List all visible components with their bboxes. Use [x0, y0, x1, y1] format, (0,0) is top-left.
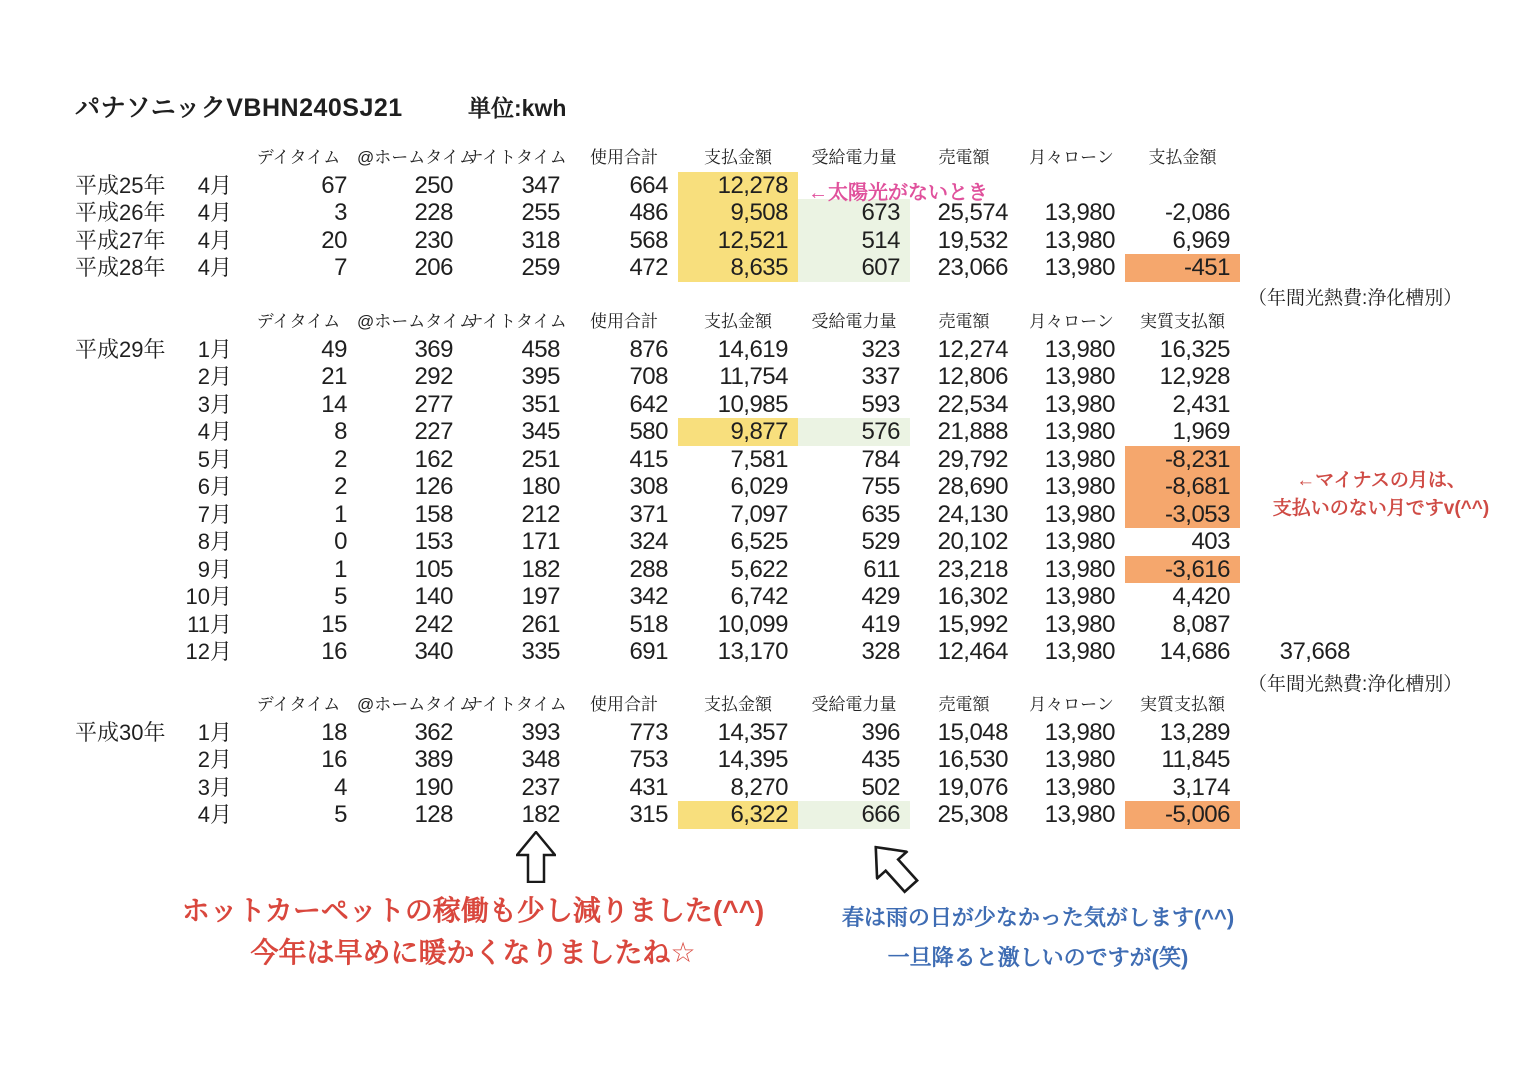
- table-cell: 227: [414, 418, 453, 445]
- table-cell: 337: [861, 363, 900, 390]
- row-year-label: 平成30年: [75, 719, 166, 745]
- table-cell: 347: [521, 171, 560, 199]
- table-cell: 6,029: [730, 473, 788, 500]
- table-cell: 13,289: [1159, 718, 1230, 746]
- table-cell: 1,969: [1172, 418, 1230, 445]
- table-cell: 126: [414, 473, 453, 500]
- row-month-label: 2月: [197, 747, 232, 772]
- table-cell: 292: [414, 363, 453, 390]
- row-month-label: 7月: [197, 501, 232, 527]
- column-header: 受給電力量: [811, 694, 897, 714]
- row-month-label: 3月: [197, 391, 232, 417]
- table-cell: 486: [629, 199, 668, 226]
- column-header: 支払金額: [704, 147, 772, 167]
- table-cell: 784: [861, 445, 900, 473]
- table-cell: 345: [521, 418, 560, 445]
- column-header: デイタイム: [256, 147, 341, 167]
- table-cell: 171: [521, 528, 560, 555]
- no-solar-annotation: ←太陽光がないとき: [808, 182, 988, 204]
- table-cell: 153: [414, 528, 453, 555]
- spring-rain-comment-line2: 一旦降ると激しいのですが(笑): [887, 945, 1189, 970]
- spring-rain-comment-line1: 春は雨の日が少なかった気がします(^^): [841, 905, 1235, 930]
- column-header: ナイトタイム: [466, 147, 567, 167]
- table-cell: 708: [629, 363, 668, 390]
- table-cell: 13,980: [1044, 445, 1115, 473]
- minus-months-note-line2: 支払いのない月ですv(^^): [1272, 498, 1490, 519]
- table-cell: 13,980: [1044, 363, 1115, 390]
- table-cell: 419: [861, 610, 900, 638]
- table-cell: 16: [321, 638, 347, 665]
- column-header: 売電額: [938, 147, 990, 167]
- table-cell: 435: [861, 746, 900, 773]
- row-month-label: 12月: [185, 639, 232, 664]
- table-cell: 14,686: [1159, 638, 1230, 665]
- table-cell: -8,231: [1125, 446, 1240, 474]
- table-cell: 14,357: [717, 718, 788, 746]
- row-month-label: 11月: [187, 611, 232, 637]
- column-header: 支払金額: [704, 694, 772, 714]
- hot-carpet-comment-line2: 今年は早めに暖かくなりましたね☆: [250, 937, 696, 968]
- table-cell: 182: [521, 801, 560, 828]
- table-cell: 14,395: [717, 746, 788, 773]
- column-header: @ホームタイム: [357, 311, 476, 331]
- spring-rain-comment: [820, 898, 1256, 978]
- footnote-annual-utility-2: （年間光熱費:浄化槽別）: [1248, 674, 1463, 695]
- table-cell: 8: [334, 418, 347, 445]
- table-cell: 49: [321, 335, 347, 363]
- table-cell: 403: [1191, 528, 1230, 555]
- table-cell: 25,308: [937, 801, 1008, 828]
- table-cell: 12,464: [937, 638, 1008, 665]
- table-cell: 315: [629, 801, 668, 828]
- row-month-label: 8月: [197, 529, 232, 554]
- table-cell: 10,985: [717, 390, 788, 418]
- table-cell: 128: [414, 801, 453, 828]
- column-header: 月々ローン: [1029, 147, 1114, 167]
- row-year-label: [75, 801, 185, 829]
- table-cell: 277: [414, 390, 453, 418]
- table-cell: 2: [334, 445, 347, 473]
- row-month-label: 4月: [197, 172, 232, 198]
- table-cell: 6,742: [730, 583, 788, 610]
- table-cell: -5,006: [1125, 801, 1240, 829]
- table-cell: 396: [861, 718, 900, 746]
- table-cell: 753: [629, 746, 668, 773]
- row-month-label: 1月: [197, 719, 232, 745]
- table-cell: 13,980: [1044, 583, 1115, 610]
- table-cell: 14,619: [717, 335, 788, 363]
- row-year-label: 平成29年: [75, 336, 166, 362]
- table-cell: 666: [798, 801, 910, 829]
- cell-annual-total: [1240, 391, 1360, 419]
- up-arrow-icon: [516, 831, 556, 888]
- column-header: 売電額: [938, 694, 990, 714]
- table-cell: 140: [414, 583, 453, 610]
- table-cell: 24,130: [937, 500, 1008, 528]
- table-cell: 197: [521, 583, 560, 610]
- table-cell: 242: [414, 610, 453, 638]
- table-cell: 773: [629, 718, 668, 746]
- row-year-label: [75, 418, 185, 446]
- table-cell: 16,530: [937, 746, 1008, 773]
- table-cell: 288: [629, 555, 668, 583]
- table-cell: 342: [629, 583, 668, 610]
- table-cell: 255: [521, 199, 560, 226]
- table-heisei29: [75, 308, 1360, 666]
- table-cell: 158: [414, 500, 453, 528]
- table-cell: 395: [521, 363, 560, 390]
- table-cell: 9,508: [678, 199, 798, 227]
- hot-carpet-comment-line1: ホットカーペットの稼働も少し減りました(^^): [181, 895, 765, 926]
- table-cell: 4: [334, 773, 347, 801]
- table-cell: 393: [521, 718, 560, 746]
- column-header: ナイトタイム: [466, 311, 567, 331]
- table-cell: -3,053: [1125, 501, 1240, 529]
- table-cell: 259: [521, 254, 560, 281]
- cell-annual-total: [1240, 746, 1360, 774]
- table-cell: 20: [321, 226, 347, 254]
- table-cell: 25,574: [937, 199, 1008, 226]
- table-cell: 29,792: [937, 445, 1008, 473]
- table-cell: 16,325: [1159, 335, 1230, 363]
- table-cell: 5,622: [730, 555, 788, 583]
- table-cell: [1125, 172, 1240, 200]
- cell-annual-total: [1240, 172, 1360, 200]
- table-cell: 11,754: [719, 363, 788, 390]
- table-cell: 755: [861, 473, 900, 500]
- cell-annual-total: 37,668: [1279, 638, 1350, 665]
- table-cell: 13,980: [1044, 473, 1115, 500]
- table-cell: 182: [521, 555, 560, 583]
- table-cell: 20,102: [937, 528, 1008, 555]
- table-cell: [1018, 172, 1125, 200]
- table-cell: 206: [414, 254, 453, 281]
- column-header: 受給電力量: [811, 311, 897, 331]
- table-cell: 2: [334, 473, 347, 500]
- table-cell: 21: [321, 363, 347, 390]
- table-cell: 611: [863, 555, 900, 583]
- table-cell: 7,097: [730, 500, 788, 528]
- column-header: @ホームタイム: [357, 147, 476, 167]
- row-month-label: 9月: [197, 556, 232, 582]
- table-cell: 9,877: [678, 418, 798, 446]
- table-cell: -2,086: [1164, 199, 1230, 226]
- table-cell: 13,980: [1044, 638, 1115, 665]
- minus-months-note-line1: ←マイナスの月は、: [1296, 470, 1466, 491]
- table-cell: 1: [334, 555, 347, 583]
- table-cell: 8,635: [678, 254, 798, 282]
- table-cell: 13,980: [1044, 610, 1115, 638]
- table-cell: 335: [521, 638, 560, 665]
- cell-annual-total: [1240, 719, 1360, 747]
- row-year-label: 平成27年: [75, 227, 166, 253]
- table-cell: 6,525: [730, 528, 788, 555]
- column-header: 実質支払額: [1140, 311, 1225, 331]
- table-cell: 664: [629, 171, 668, 199]
- table-cell: 371: [629, 500, 668, 528]
- table-cell: 16,302: [937, 583, 1008, 610]
- table-cell: 324: [629, 528, 668, 555]
- row-year-label: [75, 363, 185, 391]
- row-month-label: 3月: [197, 774, 232, 800]
- table-cell: 328: [861, 638, 900, 665]
- column-header: 実質支払額: [1140, 694, 1225, 714]
- footnote-annual-utility-1: （年間光熱費:浄化槽別）: [1248, 288, 1463, 309]
- column-header: 受給電力量: [811, 147, 897, 167]
- table-cell: 635: [861, 500, 900, 528]
- table-cell: 8,270: [730, 773, 788, 801]
- table-cell: 23,066: [937, 254, 1008, 281]
- row-year-label: 平成28年: [75, 255, 166, 280]
- row-month-label: 4月: [197, 227, 232, 253]
- table-cell: 13,980: [1044, 254, 1115, 281]
- table-cell: 11,845: [1161, 746, 1230, 773]
- table-cell: 529: [861, 528, 900, 555]
- table-heisei25-28: [75, 144, 1360, 282]
- table-cell: 212: [521, 500, 560, 528]
- table-cell: 261: [521, 610, 560, 638]
- row-year-label: [75, 556, 185, 584]
- cell-annual-total: [1240, 583, 1360, 611]
- column-header: 使用合計: [590, 694, 658, 714]
- table-cell: 431: [629, 773, 668, 801]
- table-cell: -8,681: [1125, 473, 1240, 501]
- table-cell: 323: [861, 335, 900, 363]
- table-cell: 5: [334, 583, 347, 610]
- row-year-label: [75, 391, 185, 419]
- cell-annual-total: [1240, 199, 1360, 227]
- cell-annual-total: [1240, 801, 1360, 829]
- table-cell: 362: [414, 718, 453, 746]
- table-cell: 580: [629, 418, 668, 445]
- table-cell: 348: [521, 746, 560, 773]
- table-cell: 0: [334, 528, 347, 555]
- table-cell: 10,099: [717, 610, 788, 638]
- cell-annual-total: [1240, 528, 1360, 556]
- table-cell: 13,980: [1044, 390, 1115, 418]
- table-cell: 351: [521, 390, 560, 418]
- cell-annual-total: [1240, 774, 1360, 802]
- cell-annual-total: [1240, 556, 1360, 584]
- page-title: パナソニックVBHN240SJ21: [75, 94, 403, 122]
- row-year-label: [75, 638, 185, 666]
- unit-label: 単位:kwh: [468, 95, 567, 121]
- table-cell: 340: [414, 638, 453, 665]
- row-month-label: 6月: [197, 474, 232, 499]
- table-cell: 12,521: [678, 227, 798, 255]
- row-year-label: [75, 446, 185, 474]
- table-cell: 23,218: [937, 555, 1008, 583]
- row-year-label: 平成25年: [75, 172, 166, 198]
- table-cell: -451: [1125, 254, 1240, 282]
- table-cell: 7: [334, 254, 347, 281]
- row-month-label: 5月: [197, 446, 232, 472]
- table-cell: 12,806: [937, 363, 1008, 390]
- table-cell: 13,980: [1044, 199, 1115, 226]
- table-cell: 15,048: [937, 718, 1008, 746]
- table-cell: 3: [334, 199, 347, 226]
- cell-annual-total: [1240, 363, 1360, 391]
- table-cell: 6,322: [678, 801, 798, 829]
- table-cell: 250: [414, 171, 453, 199]
- table-cell: 13,980: [1044, 528, 1115, 555]
- row-year-label: 平成26年: [75, 200, 166, 225]
- table-cell: 593: [861, 390, 900, 418]
- row-month-label: 2月: [197, 364, 232, 389]
- cell-annual-total: [1240, 227, 1360, 255]
- column-header: 月々ローン: [1029, 311, 1114, 331]
- table-cell: -3,616: [1125, 556, 1240, 584]
- table-cell: 228: [414, 199, 453, 226]
- table-cell: 5: [334, 801, 347, 828]
- table-cell: 673: [798, 199, 910, 227]
- table-cell: 230: [414, 226, 453, 254]
- row-year-label: [75, 774, 185, 802]
- row-year-label: [75, 473, 185, 501]
- table-cell: 8,087: [1172, 610, 1230, 638]
- table-cell: 6,969: [1172, 226, 1230, 254]
- column-header: 支払金額: [1148, 147, 1217, 167]
- table-cell: 576: [798, 418, 910, 446]
- cell-annual-total: [1240, 336, 1360, 364]
- table-cell: 22,534: [937, 390, 1008, 418]
- table-cell: 13,980: [1044, 555, 1115, 583]
- table-cell: 19,076: [937, 773, 1008, 801]
- table-cell: 15: [321, 610, 347, 638]
- table-cell: 190: [414, 773, 453, 801]
- table-cell: 3,174: [1172, 773, 1230, 801]
- table-cell: 13,980: [1044, 746, 1115, 773]
- table-cell: 568: [629, 226, 668, 254]
- table-cell: 15,992: [937, 610, 1008, 638]
- table-cell: 28,690: [937, 473, 1008, 500]
- row-month-label: 4月: [197, 802, 232, 827]
- row-year-label: [75, 583, 185, 611]
- column-header: 支払金額: [704, 311, 772, 331]
- column-header: @ホームタイム: [357, 694, 476, 714]
- row-year-label: [75, 611, 185, 639]
- row-month-label: 4月: [197, 200, 232, 225]
- column-header: 使用合計: [590, 147, 658, 167]
- table-cell: 518: [629, 610, 668, 638]
- minus-months-note: [1256, 467, 1506, 523]
- cell-annual-total: [1240, 254, 1360, 282]
- table-cell: 16: [321, 746, 347, 773]
- table-cell: 308: [629, 473, 668, 500]
- table-heisei30: [75, 691, 1360, 829]
- table-cell: 415: [629, 445, 668, 473]
- table-cell: 13,980: [1044, 226, 1115, 254]
- table-cell: 4,420: [1172, 583, 1230, 610]
- row-year-label: [75, 746, 185, 774]
- table-cell: 458: [521, 335, 560, 363]
- table-cell: 162: [414, 445, 453, 473]
- table-cell: 251: [521, 445, 560, 473]
- table-cell: 13,980: [1044, 500, 1115, 528]
- column-header: デイタイム: [256, 311, 341, 331]
- table-cell: 1: [334, 500, 347, 528]
- row-month-label: 4月: [197, 419, 232, 444]
- row-year-label: [75, 501, 185, 529]
- table-cell: 13,980: [1044, 418, 1115, 445]
- table-cell: 180: [521, 473, 560, 500]
- table-cell: 7,581: [730, 445, 788, 473]
- column-header: 月々ローン: [1029, 694, 1114, 714]
- hot-carpet-comment: [158, 890, 788, 974]
- table-cell: 13,980: [1044, 773, 1115, 801]
- table-cell: 318: [521, 226, 560, 254]
- table-cell: 18: [321, 718, 347, 746]
- table-cell: 691: [629, 638, 668, 665]
- column-header: 使用合計: [590, 311, 658, 331]
- table-cell: 502: [861, 773, 900, 801]
- table-cell: 13,980: [1044, 801, 1115, 828]
- cell-annual-total: [1240, 418, 1360, 446]
- table-cell: 429: [861, 583, 900, 610]
- cell-annual-total: [1240, 611, 1360, 639]
- table-cell: 13,980: [1044, 335, 1115, 363]
- table-cell: 369: [414, 335, 453, 363]
- up-left-arrow-icon: [859, 832, 931, 905]
- table-cell: 12,274: [937, 335, 1008, 363]
- table-cell: 14: [321, 390, 347, 418]
- table-cell: 237: [521, 773, 560, 801]
- table-cell: 642: [629, 390, 668, 418]
- row-month-label: 10月: [185, 584, 232, 609]
- table-cell: 12,928: [1159, 363, 1230, 390]
- column-header: デイタイム: [256, 694, 341, 714]
- table-cell: 514: [798, 227, 910, 255]
- table-cell: 13,170: [717, 638, 788, 665]
- row-month-label: 1月: [197, 336, 232, 362]
- table-cell: 472: [629, 254, 668, 281]
- table-cell: 389: [414, 746, 453, 773]
- table-cell: 19,532: [937, 226, 1008, 254]
- row-month-label: 4月: [197, 255, 232, 280]
- table-cell: 21,888: [937, 418, 1008, 445]
- column-header: ナイトタイム: [466, 694, 567, 714]
- table-cell: 2,431: [1172, 390, 1230, 418]
- column-header: 売電額: [938, 311, 990, 331]
- table-cell: 12,278: [678, 172, 798, 200]
- row-year-label: [75, 528, 185, 556]
- table-cell: 67: [321, 171, 347, 199]
- table-cell: 13,980: [1044, 718, 1115, 746]
- table-cell: 876: [629, 335, 668, 363]
- table-cell: 607: [798, 254, 910, 282]
- table-cell: 105: [414, 555, 453, 583]
